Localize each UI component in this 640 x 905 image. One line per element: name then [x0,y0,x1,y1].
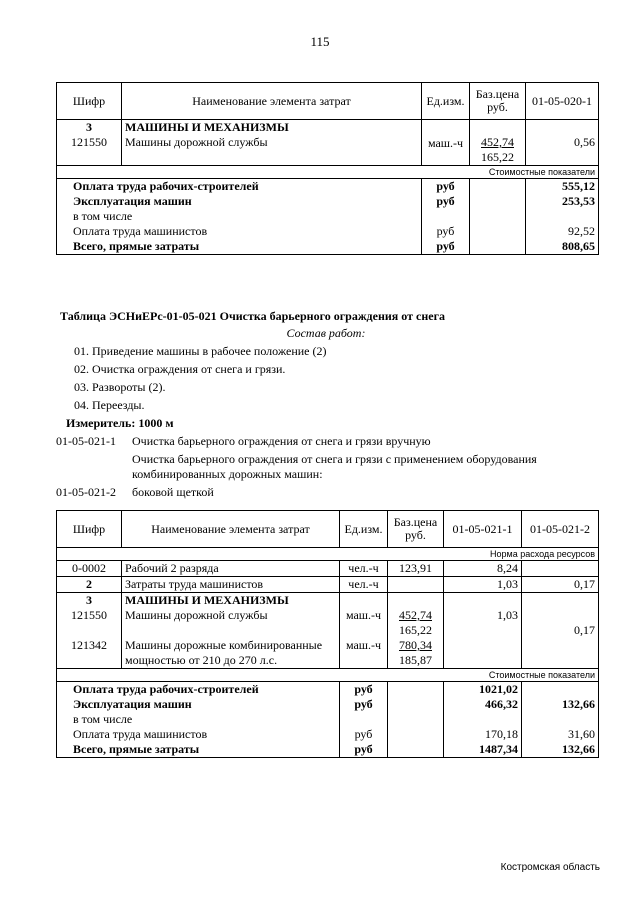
summary-value-2 [522,682,599,698]
resource-table-1 [56,82,599,255]
summary-unit: руб [422,194,470,209]
item-value: 0,56 [526,120,599,166]
header-price: Баз.цена руб. [470,83,526,120]
header-unit: Ед.изм. [340,511,388,548]
page-number: 115 [310,34,330,49]
summary-row [57,194,599,209]
table-subheader-row [57,548,599,561]
summary-unit: руб [340,727,388,742]
summary-name: в том числе [57,209,422,224]
machine-price-top: 780,34 [399,638,432,652]
summary-value: 555,12 [526,179,599,195]
summary-name: в том числе [57,712,340,727]
group-number: 3 [86,593,92,607]
summary-value-2: 132,66 [522,697,599,712]
summary-value-2: 132,66 [522,742,599,758]
summary-unit: руб [422,239,470,255]
work-item: 02. Очистка ограждения от снега и грязи. [74,362,286,376]
summary-name: Оплата труда машинистов [57,727,340,742]
summary-value-2: 31,60 [522,727,599,742]
table-header-row [57,83,599,120]
machine-name: Машины дорожные комбинированные мощностью от 210 до 270 л.с. [125,638,323,667]
header-norm-code-1: 01-05-021-1 [444,511,522,548]
summary-row [57,727,599,742]
summary-unit: руб [422,179,470,195]
row-value-1: 8,24 [444,561,522,577]
norm-text: Очистка барьерного ограждения от снега и грязи вручную [132,434,431,448]
summary-unit: руб [340,682,388,698]
summary-name: Оплата труда рабочих-строителей [73,179,259,193]
norm-code: 01-05-021-1 [56,434,116,448]
summary-row [57,179,599,195]
machine-code: 121550 [71,608,107,622]
norm-row [56,485,596,500]
summary-value-1: 1021,02 [444,682,522,698]
resource-table-2 [56,510,599,758]
summary-name: Всего, прямые затраты [73,239,200,253]
row-price: 123,91 [388,561,444,577]
row-unit: чел.-ч [340,577,388,593]
machine-price-bottom: 165,22 [399,623,432,637]
row-value-2 [522,561,599,577]
row-name: Рабочий 2 разряда [122,561,340,577]
row-code: 0-0002 [57,561,122,577]
meter-unit: Измеритель: 1000 м [66,416,174,430]
machine-unit: маш.-ч [345,608,382,622]
row-value-2: 0,17 [522,577,599,593]
group-number: 3 [86,120,92,134]
cost-indicators-label: Стоимостные показатели [57,669,599,682]
summary-unit: руб [340,742,388,758]
table-subheader-row [57,166,599,179]
machine-price-bottom: 185,87 [399,653,432,667]
summary-value: 253,53 [526,194,599,209]
summary-value-1: 466,32 [444,697,522,712]
footer-region: Костромская область [500,862,600,873]
summary-unit: руб [422,224,470,239]
summary-row [57,239,599,255]
table-row [57,120,599,166]
machine-value-2: 0,17 [574,623,595,637]
item-code: 121550 [71,135,107,149]
norm-code: 01-05-021-2 [56,485,116,499]
summary-value-1: 1487,34 [444,742,522,758]
machine-name: Машины дорожной службы [125,608,268,622]
row-price [388,577,444,593]
summary-name: Всего, прямые затраты [73,742,200,756]
norm-extra-text: Очистка барьерного ограждения от снега и грязи с применением оборудования комбинированных дорожных машин: [132,452,537,481]
header-price: Баз.цена руб. [388,511,444,548]
composition-title: Состав работ: [286,326,366,340]
summary-value-1: 170,18 [444,727,522,742]
header-code: Шифр [57,83,122,120]
header-unit: Ед.изм. [422,83,470,120]
summary-name: Эксплуатация машин [73,194,192,208]
section-description [56,309,596,500]
header-name: Наименование элемента затрат [122,83,422,120]
table-row [57,561,599,577]
header-norm-code-2: 01-05-021-2 [522,511,599,548]
table-caption: Таблица ЭСНиЕРс-01-05-021 Очистка барьерного ограждения от снега [60,309,446,323]
cost-indicators-label: Стоимостные показатели [57,166,599,179]
summary-row [57,697,599,712]
row-name: Затраты труда машинистов [122,577,340,593]
header-norm-code: 01-05-020-1 [526,83,599,120]
table-header-row [57,511,599,548]
machine-value-1: 1,03 [497,608,518,622]
summary-name: Оплата труда машинистов [57,224,422,239]
summary-row [57,682,599,698]
row-value-1: 1,03 [444,577,522,593]
summary-value: 808,65 [526,239,599,255]
machine-price-top: 452,74 [399,608,432,622]
summary-row [57,712,599,727]
header-name: Наименование элемента затрат [122,511,340,548]
summary-name: Эксплуатация машин [73,697,192,711]
item-name: Машины дорожной службы [125,135,268,149]
table-row [57,593,599,669]
group-title: МАШИНЫ И МЕХАНИЗМЫ [125,120,289,134]
row-code: 2 [57,577,122,593]
summary-name: Оплата труда рабочих-строителей [73,682,259,696]
row-unit: чел.-ч [340,561,388,577]
item-price-bottom: 165,22 [481,150,514,164]
group-title: МАШИНЫ И МЕХАНИЗМЫ [125,593,289,607]
header-code: Шифр [57,511,122,548]
work-item: 04. Переезды. [74,398,145,412]
summary-value: 92,52 [526,224,599,239]
work-item: 01. Приведение машины в рабочее положение (2) [74,344,327,358]
machine-unit: маш.-ч [345,638,382,652]
resource-norm-label: Норма расхода ресурсов [57,548,599,561]
item-price-top: 452,74 [481,135,514,149]
table-subheader-row [57,669,599,682]
summary-row [57,209,599,224]
summary-unit: руб [340,697,388,712]
table-row [57,577,599,593]
item-unit: маш.-ч [422,120,470,166]
norm-row [56,434,596,449]
summary-row [57,742,599,758]
norm-text: боковой щеткой [132,485,214,499]
work-item: 03. Развороты (2). [74,380,166,394]
summary-row [57,224,599,239]
machine-code: 121342 [71,638,107,652]
